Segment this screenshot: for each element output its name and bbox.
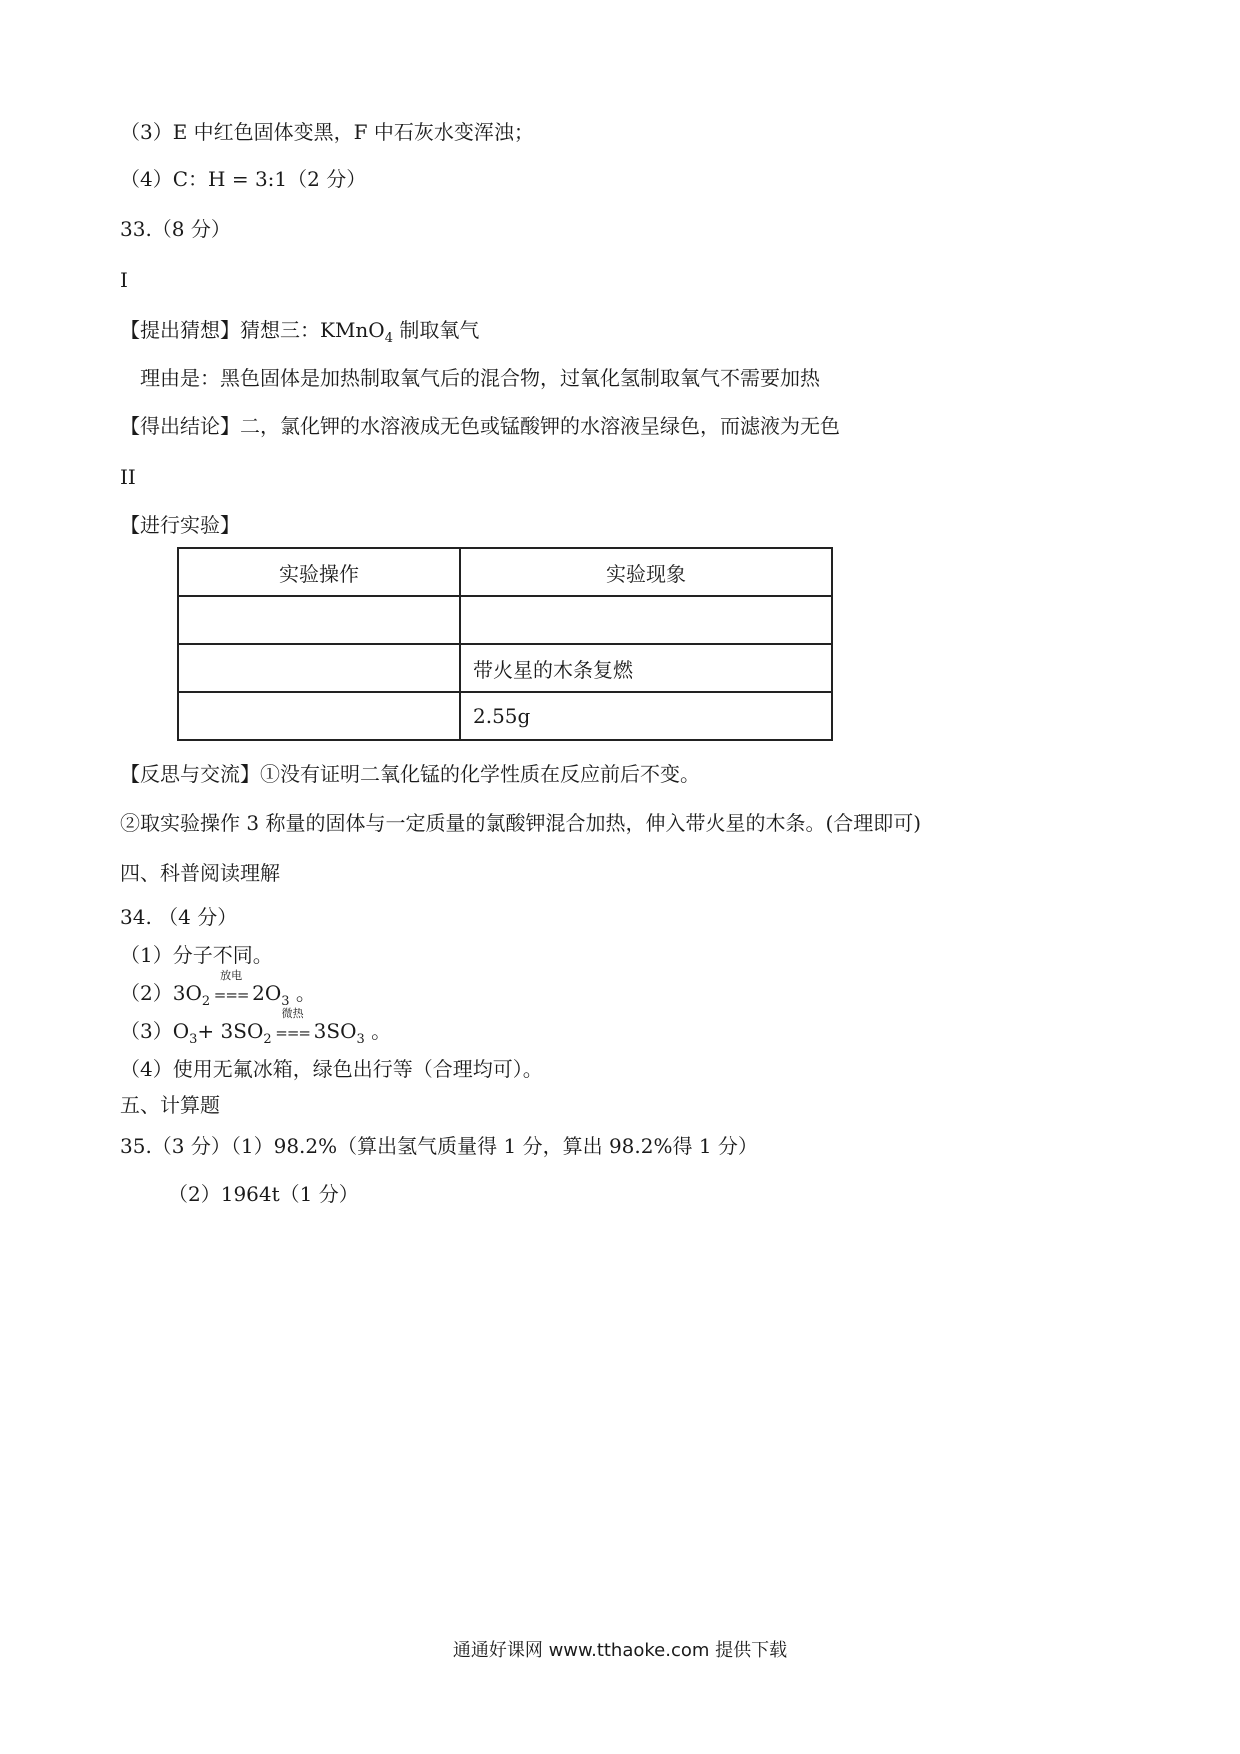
eq2-reactant-subscript: 2 [201, 994, 211, 1009]
eq2-reaction-arrow [212, 969, 250, 1005]
table-header-row [178, 548, 832, 596]
table-header-phenomenon: 实验现象 [460, 548, 832, 596]
table-cell: 2.55g [460, 692, 832, 740]
eq2-tail: 。 [289, 981, 316, 1005]
table-cell: 带火星的木条复燃 [460, 644, 832, 692]
q35-answer-1: 35.（3 分）（1）98.2%（算出氢气质量得 1 分，算出 98.2%得 1 分） [120, 1134, 758, 1158]
part-roman-1: I [120, 268, 128, 292]
reflection-line-2: ②取实验操作 3 称量的固体与一定质量的氯酸钾混合加热，伸入带火星的木条。(合理即可) [120, 811, 922, 835]
table-row [178, 692, 832, 740]
eq3-product: 3SO [313, 1019, 357, 1043]
eq2-product: 2O [252, 981, 282, 1005]
q34-equation-3 [120, 1007, 392, 1054]
table-row [178, 596, 832, 644]
eq3-condition: 微热 [281, 1007, 304, 1020]
table-cell [178, 644, 460, 692]
eq3-reactant-b: + 3SO [197, 1019, 264, 1043]
eq2-reactant: 3O [172, 981, 202, 1005]
q34-answer-4: （4）使用无氟冰箱，绿色出行等（合理均可）。 [120, 1057, 543, 1081]
eq2-condition: 放电 [220, 969, 243, 982]
hypothesis-prefix: 【提出猜想】猜想三：KMnO [120, 318, 385, 342]
reflection-line-1: 【反思与交流】①没有证明二氧化锰的化学性质在反应前后不变。 [120, 762, 700, 786]
table-header-operation: 实验操作 [178, 548, 460, 596]
table-row [178, 644, 832, 692]
eq3-prefix: （3） [120, 1019, 173, 1043]
q34-heading: 34. （4 分） [120, 905, 238, 929]
eq2-equals: === [213, 986, 249, 1004]
q34-answer-1: （1）分子不同。 [120, 943, 273, 967]
conclusion-line: 【得出结论】二，氯化钾的水溶液成无色或锰酸钾的水溶液呈绿色，而滤液为无色 [120, 414, 840, 438]
eq3-product-subscript: 3 [356, 1032, 365, 1047]
section-4-heading: 四、科普阅读理解 [120, 861, 280, 885]
part-roman-2: II [120, 465, 136, 489]
eq3-tail: 。 [364, 1019, 392, 1043]
hypothesis-line [120, 316, 479, 353]
table-cell [460, 596, 832, 644]
eq2-product-subscript: 3 [281, 994, 290, 1009]
experiment-heading: 【进行实验】 [120, 513, 240, 537]
experiment-table [177, 547, 833, 741]
q33-heading: 33.（8 分） [120, 217, 231, 241]
answer-line-4: （4）C：H = 3:1（2 分） [120, 167, 367, 191]
eq3-reactant-a-subscript: 3 [189, 1032, 198, 1047]
eq3-reactant-a: O [172, 1019, 190, 1043]
table-cell [178, 692, 460, 740]
eq3-reactant-b-subscript: 2 [263, 1032, 272, 1047]
hypothesis-suffix: 制取氧气 [392, 318, 480, 342]
answer-line-3: （3）E 中红色固体变黑，F 中石灰水变浑浊； [120, 120, 534, 144]
table-cell [178, 596, 460, 644]
hypothesis-subscript: 4 [384, 331, 393, 346]
eq3-reaction-arrow [274, 1007, 312, 1043]
eq2-prefix: （2） [120, 981, 173, 1005]
footer-credit: 通通好课网 www.tthaoke.com 提供下载 [452, 1640, 788, 1661]
reason-line: 理由是：黑色固体是加热制取氧气后的混合物，过氧化氢制取氧气不需要加热 [140, 366, 820, 390]
eq3-equals: === [275, 1024, 310, 1042]
section-5-heading: 五、计算题 [120, 1093, 220, 1117]
q35-answer-2: （2）1964t（1 分） [168, 1182, 359, 1206]
